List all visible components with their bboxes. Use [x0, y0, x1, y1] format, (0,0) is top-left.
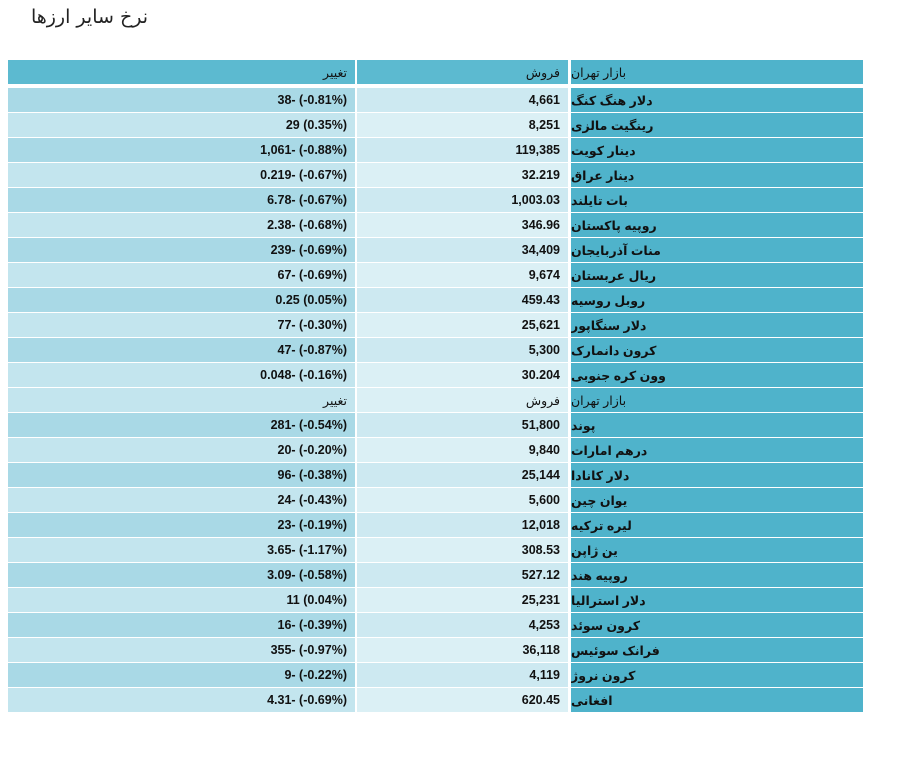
rate-change: 0.219- (-0.67%) — [8, 163, 355, 187]
table-row — [8, 513, 863, 538]
rate-sell: 9,674 — [357, 263, 568, 287]
rate-change: 0.25 (0.05%) — [8, 288, 355, 312]
currency-name: رینگیت مالزی — [571, 113, 863, 137]
rate-sell: 25,621 — [357, 313, 568, 337]
table-row — [8, 563, 863, 588]
table-row — [8, 263, 863, 288]
currency-name: دلار هنگ کنگ — [571, 88, 863, 112]
rate-change: 11 (0.04%) — [8, 588, 355, 612]
rate-sell: 8,251 — [357, 113, 568, 137]
subheader-change: تغییر — [8, 388, 355, 412]
rate-change: 3.65- (-1.17%) — [8, 538, 355, 562]
rate-change: 77- (-0.30%) — [8, 313, 355, 337]
rate-change: 38- (-0.81%) — [8, 88, 355, 112]
rate-sell: 51,800 — [357, 413, 568, 437]
currency-name: بات تایلند — [571, 188, 863, 212]
rate-change: 355- (-0.97%) — [8, 638, 355, 662]
rates-table — [8, 60, 863, 713]
table-row — [8, 338, 863, 363]
table-row — [8, 213, 863, 238]
rate-sell: 346.96 — [357, 213, 568, 237]
rate-sell: 32.219 — [357, 163, 568, 187]
rate-sell: 25,231 — [357, 588, 568, 612]
currency-name: کرون نروژ — [571, 663, 863, 687]
table-row — [8, 613, 863, 638]
rate-sell: 620.45 — [357, 688, 568, 712]
table-row — [8, 463, 863, 488]
header-change: تغییر — [8, 60, 355, 84]
currency-name: روبل روسیه — [571, 288, 863, 312]
rate-sell: 5,300 — [357, 338, 568, 362]
rate-change: 0.048- (-0.16%) — [8, 363, 355, 387]
currency-name: کرون دانمارک — [571, 338, 863, 362]
rate-sell: 36,118 — [357, 638, 568, 662]
currency-name: دلار کانادا — [571, 463, 863, 487]
currency-name: دینار کویت — [571, 138, 863, 162]
rate-change: 23- (-0.19%) — [8, 513, 355, 537]
currency-name: کرون سوئد — [571, 613, 863, 637]
table-row — [8, 88, 863, 113]
table-row — [8, 488, 863, 513]
table-row — [8, 313, 863, 338]
table-row — [8, 438, 863, 463]
table-row — [8, 413, 863, 438]
rate-sell: 25,144 — [357, 463, 568, 487]
rate-change: 6.78- (-0.67%) — [8, 188, 355, 212]
header-market: بازار تهران — [571, 60, 863, 84]
currency-name: یوان چین — [571, 488, 863, 512]
rate-change: 4.31- (-0.69%) — [8, 688, 355, 712]
rate-change: 29 (0.35%) — [8, 113, 355, 137]
rate-change: 20- (-0.20%) — [8, 438, 355, 462]
rate-change: 9- (-0.22%) — [8, 663, 355, 687]
rate-change: 239- (-0.69%) — [8, 238, 355, 262]
rate-sell: 30.204 — [357, 363, 568, 387]
rate-sell: 4,661 — [357, 88, 568, 112]
rate-sell: 1,003.03 — [357, 188, 568, 212]
currency-name: منات آذربایجان — [571, 238, 863, 262]
subheader-sell: فروش — [357, 388, 568, 412]
table-row — [8, 188, 863, 213]
rate-sell: 5,600 — [357, 488, 568, 512]
table-row — [8, 638, 863, 663]
currency-name: روپیه هند — [571, 563, 863, 587]
table-row — [8, 113, 863, 138]
rate-change: 3.09- (-0.58%) — [8, 563, 355, 587]
currency-name: پوند — [571, 413, 863, 437]
rate-change: 16- (-0.39%) — [8, 613, 355, 637]
header-sell: فروش — [357, 60, 568, 84]
rate-change: 47- (-0.87%) — [8, 338, 355, 362]
rate-sell: 34,409 — [357, 238, 568, 262]
rate-sell: 527.12 — [357, 563, 568, 587]
currency-name: ریال عربستان — [571, 263, 863, 287]
table-row — [8, 138, 863, 163]
currency-name: لیره ترکیه — [571, 513, 863, 537]
rate-sell: 4,119 — [357, 663, 568, 687]
currency-name: روپیه پاکستان — [571, 213, 863, 237]
rate-sell: 9,840 — [357, 438, 568, 462]
table-row — [8, 588, 863, 613]
currency-name: وون کره جنوبی — [571, 363, 863, 387]
rate-sell: 308.53 — [357, 538, 568, 562]
currency-name: فرانک سوئیس — [571, 638, 863, 662]
rate-change: 281- (-0.54%) — [8, 413, 355, 437]
currency-name: ین ژاپن — [571, 538, 863, 562]
table-row — [8, 238, 863, 263]
page-title: نرخ سایر ارزها — [30, 6, 148, 28]
rate-sell: 4,253 — [357, 613, 568, 637]
rate-change: 2.38- (-0.68%) — [8, 213, 355, 237]
rate-sell: 459.43 — [357, 288, 568, 312]
table-header — [8, 60, 863, 88]
table-row — [8, 538, 863, 563]
table-row — [8, 163, 863, 188]
table-row — [8, 288, 863, 313]
rate-sell: 12,018 — [357, 513, 568, 537]
rate-change: 24- (-0.43%) — [8, 488, 355, 512]
table-row — [8, 363, 863, 388]
rate-change: 67- (-0.69%) — [8, 263, 355, 287]
table-row — [8, 688, 863, 713]
table-row — [8, 663, 863, 688]
currency-name: دلار استرالیا — [571, 588, 863, 612]
currency-name: درهم امارات — [571, 438, 863, 462]
rate-change: 1,061- (-0.88%) — [8, 138, 355, 162]
currency-name: دلار سنگاپور — [571, 313, 863, 337]
currency-name: دینار عراق — [571, 163, 863, 187]
subheader-market: بازار تهران — [571, 388, 863, 412]
rate-change: 96- (-0.38%) — [8, 463, 355, 487]
rate-sell: 119,385 — [357, 138, 568, 162]
table-subheader — [8, 388, 863, 413]
currency-name: افغانی — [571, 688, 863, 712]
